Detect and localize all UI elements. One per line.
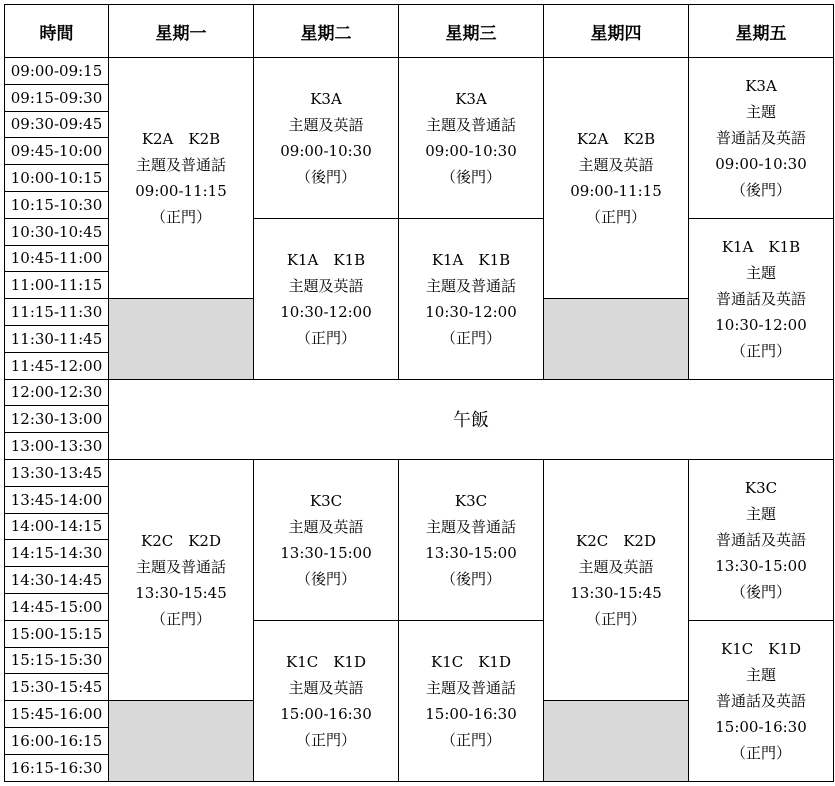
session-mon-pm: [109, 459, 254, 700]
session-classes: K1C K1D: [720, 639, 801, 658]
session-gate: （正門）: [295, 328, 356, 347]
session-subject: 主題及英語: [578, 156, 654, 175]
session-subject: 主題及普通話: [425, 276, 516, 295]
session-wed-pm1: [399, 459, 544, 620]
session-classes: K2C K2D: [140, 532, 221, 551]
session-mon-am: [109, 58, 254, 299]
session-subject: 主題及英語: [288, 678, 364, 697]
session-subject: 主題及普通話: [135, 156, 226, 175]
header-day-tue: 星期二: [254, 5, 399, 58]
session-time: 09:00-10:30: [425, 141, 517, 160]
session-subject: 主題及英語: [578, 558, 654, 577]
session-classes: K1A K1B: [286, 250, 366, 269]
time-slot: 09:00-09:15: [5, 58, 109, 85]
time-slot: 13:45-14:00: [5, 486, 109, 513]
session-subject: 主題及普通話: [135, 558, 226, 577]
session-tue-pm1: [254, 459, 399, 620]
time-slot: 14:45-15:00: [5, 593, 109, 620]
session-gate: （正門）: [150, 208, 211, 227]
empty-cell-mon-pm: [109, 701, 254, 781]
session-wed-pm2: [399, 620, 544, 781]
session-time: 13:30-15:45: [135, 584, 227, 603]
session-wed-am2: [399, 218, 544, 379]
session-gate: （後門）: [295, 167, 356, 186]
session-gate: （正門）: [440, 730, 501, 749]
time-slot: 12:00-12:30: [5, 379, 109, 406]
session-time: 10:30-12:00: [425, 302, 517, 321]
time-slot: 11:15-11:30: [5, 299, 109, 326]
session-wed-am1: [399, 58, 544, 219]
session-tue-pm2: [254, 620, 399, 781]
session-gate: （正門）: [730, 341, 791, 360]
session-subject-2: 普通話及英語: [715, 289, 806, 308]
session-subject: 主題及普通話: [425, 678, 516, 697]
session-fri-pm2: [689, 620, 834, 781]
header-day-fri: 星期五: [689, 5, 834, 58]
session-fri-pm1: [689, 459, 834, 620]
session-time: 09:00-10:30: [715, 154, 807, 173]
time-slot: 14:00-14:15: [5, 513, 109, 540]
session-gate: （後門）: [730, 582, 791, 601]
session-thu-am: [544, 58, 689, 299]
session-subject: 主題: [745, 665, 776, 684]
session-subject: 主題: [745, 102, 776, 121]
header-day-mon: 星期一: [109, 5, 254, 58]
session-time: 09:00-11:15: [570, 182, 662, 201]
time-slot: 13:00-13:30: [5, 433, 109, 460]
time-slot: 11:30-11:45: [5, 325, 109, 352]
session-subject-2: 普通話及英語: [715, 691, 806, 710]
session-tue-am2: [254, 218, 399, 379]
session-classes: K3C: [454, 491, 488, 510]
session-subject: 主題: [745, 263, 776, 282]
time-slot: 15:15-15:30: [5, 647, 109, 674]
session-gate: （正門）: [585, 208, 646, 227]
lunch-cell: 午飯: [109, 379, 834, 459]
time-slot: 10:45-11:00: [5, 245, 109, 272]
session-classes: K1A K1B: [431, 250, 511, 269]
session-gate: （正門）: [440, 328, 501, 347]
time-slot: 10:30-10:45: [5, 218, 109, 245]
header-day-wed: 星期三: [399, 5, 544, 58]
time-slot: 10:15-10:30: [5, 191, 109, 218]
time-slot: 11:00-11:15: [5, 272, 109, 299]
session-gate: （後門）: [440, 167, 501, 186]
time-slot: 13:30-13:45: [5, 459, 109, 486]
session-time: 13:30-15:00: [280, 543, 372, 562]
session-time: 10:30-12:00: [280, 302, 372, 321]
table-row: [5, 459, 834, 486]
session-gate: （正門）: [295, 730, 356, 749]
session-time: 13:30-15:00: [715, 556, 807, 575]
session-subject: 主題及普通話: [425, 517, 516, 536]
empty-cell-thu-pm: [544, 701, 689, 781]
session-time: 09:00-10:30: [280, 141, 372, 160]
session-classes: K3C: [309, 491, 343, 510]
session-fri-am1: [689, 58, 834, 219]
time-slot: 11:45-12:00: [5, 352, 109, 379]
time-slot: 15:45-16:00: [5, 701, 109, 728]
session-time: 10:30-12:00: [715, 315, 807, 334]
session-subject: 主題: [745, 504, 776, 523]
table-row: [5, 379, 834, 406]
session-time: 13:30-15:00: [425, 543, 517, 562]
time-slot: 16:00-16:15: [5, 727, 109, 754]
session-subject: 主題及普通話: [425, 115, 516, 134]
time-slot: 15:30-15:45: [5, 674, 109, 701]
session-classes: K1C K1D: [430, 652, 511, 671]
session-time: 15:00-16:30: [715, 717, 807, 736]
empty-cell-thu-am: [544, 299, 689, 379]
session-classes: K2C K2D: [575, 532, 656, 551]
session-subject: 主題及英語: [288, 517, 364, 536]
session-classes: K3A: [745, 76, 777, 95]
session-tue-am1: [254, 58, 399, 219]
time-slot: 14:15-14:30: [5, 540, 109, 567]
session-time: 15:00-16:30: [280, 704, 372, 723]
session-time: 09:00-11:15: [135, 182, 227, 201]
timetable: [4, 4, 834, 782]
session-classes: K2A K2B: [576, 130, 656, 149]
time-slot: 12:30-13:00: [5, 406, 109, 433]
session-classes: K3A: [310, 89, 342, 108]
session-subject-2: 普通話及英語: [715, 128, 806, 147]
time-slot: 14:30-14:45: [5, 567, 109, 594]
session-classes: K3A: [455, 89, 487, 108]
header-row: [5, 5, 834, 58]
session-gate: （後門）: [440, 569, 501, 588]
session-gate: （後門）: [730, 180, 791, 199]
session-classes: K1C K1D: [285, 652, 366, 671]
header-day-thu: 星期四: [544, 5, 689, 58]
session-fri-am2: [689, 218, 834, 379]
time-slot: 09:15-09:30: [5, 84, 109, 111]
session-thu-pm: [544, 459, 689, 700]
time-slot: 10:00-10:15: [5, 165, 109, 192]
session-gate: （正門）: [585, 610, 646, 629]
session-gate: （後門）: [295, 569, 356, 588]
time-slot: 09:45-10:00: [5, 138, 109, 165]
session-subject: 主題及英語: [288, 276, 364, 295]
session-time: 13:30-15:45: [570, 584, 662, 603]
empty-cell-mon-am: [109, 299, 254, 379]
session-classes: K1A K1B: [721, 237, 801, 256]
header-time: 時間: [5, 5, 109, 58]
session-gate: （正門）: [730, 743, 791, 762]
session-subject-2: 普通話及英語: [715, 530, 806, 549]
session-classes: K2A K2B: [141, 130, 221, 149]
time-slot: 16:15-16:30: [5, 754, 109, 781]
time-slot: 09:30-09:45: [5, 111, 109, 138]
table-row: [5, 58, 834, 85]
session-classes: K3C: [744, 478, 778, 497]
session-subject: 主題及英語: [288, 115, 364, 134]
session-time: 15:00-16:30: [425, 704, 517, 723]
session-gate: （正門）: [150, 610, 211, 629]
time-slot: 15:00-15:15: [5, 620, 109, 647]
